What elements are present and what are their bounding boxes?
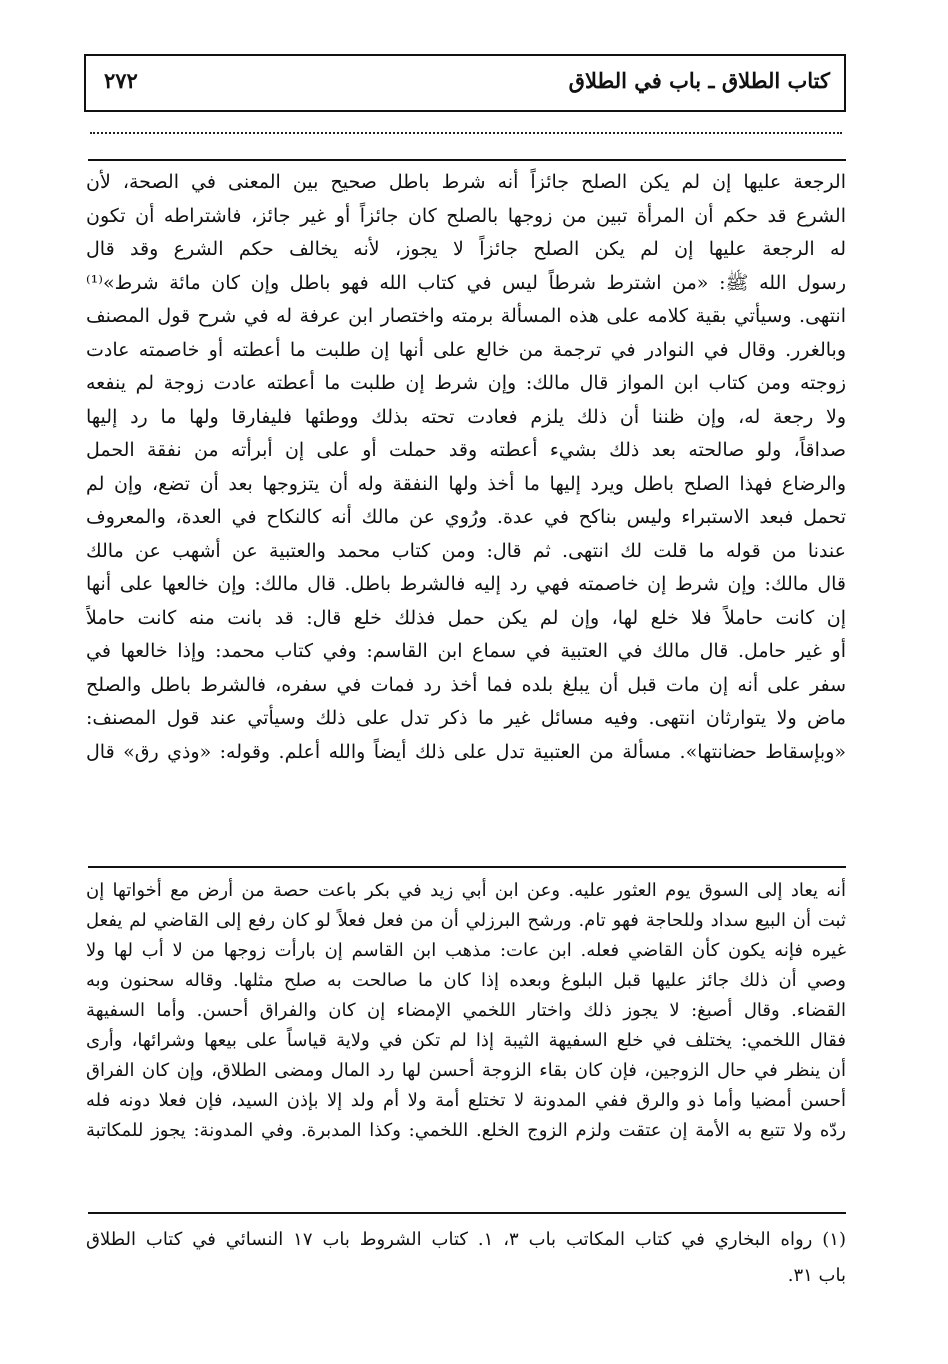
commentary-line: وصي أن ذلك جائز عليها قبل البلوغ وبعده إذا كان ما صالحت به صلح مثلها. وقاله سحنون وبه xyxy=(86,970,846,991)
main-text-line: أو غير حامل. قال مالك في العتبية في سماع ابن القاسم: وفي كتاب محمد: وإذا خالعها في xyxy=(86,640,846,662)
commentary-line: فقال اللخمي: يختلف في خلع السفيهة الثيبة إذا لم تكن في ولاية قياساً على بيعها وشرائها، وأرى xyxy=(86,1030,846,1051)
main-text-line: سفر على أنه إن مات قبل أن يبلغ بلده فما أخذ رد فمات في سفره، فالشرط باطل والصلح xyxy=(86,673,846,696)
main-text-line: «وبإسقاط حضانتها». مسألة من العتبية تدل على ذلك أيضاً والله أعلم. وقوله: «وذي رق» قال xyxy=(86,740,846,763)
main-text-line: والرضاع فهذا الصلح باطل ويرد إليها ما أخذ ولها النفقة وله أن يتزوجها بعد أن تضع، وإن لم xyxy=(86,472,846,495)
main-text-line: زوجته ومن كتاب ابن المواز قال مالك: وإن شرط إن طلبت ما أعطته عادت زوجة لم ينفعه xyxy=(86,372,846,394)
footnote-divider xyxy=(88,1212,846,1214)
main-text-line: وبالغرر. وقال في النوادر في ترجمة من خالع على أنها إن طلبت ما أعطته أو خاصمته عادت xyxy=(86,338,846,361)
main-text-line: عندنا من قوله ما قلت لك انتهى. ثم قال: ومن كتاب محمد والعتبية عن أشهب عن مالك xyxy=(86,539,846,562)
page-number: ٢٧٢ xyxy=(104,68,138,93)
main-text-line: الرجعة عليها إن لم يكن الصلح جائزاً أنه شرط باطل صحيح بين المعنى في الصحة، لأن xyxy=(86,171,846,193)
commentary-line: أنه يعاد إلى السوق يوم العثور عليه. وعن ابن أبي زيد في بكر باعت حصة من أرض مع أخواتها إن xyxy=(86,880,846,901)
commentary-line: القضاء. وقال أصبغ: لا يجوز ذلك واختار اللخمي الإمضاء إن كان والفراق أحسن. وأما السفيهة xyxy=(86,1000,846,1021)
running-header xyxy=(84,54,846,112)
dotted-divider xyxy=(90,132,842,134)
main-text-line: الشرع قد حكم أن المرأة تبين من زوجها بالصلح كان جائزاً أو غير جائز، فاشتراطه أن تكون xyxy=(86,204,846,227)
commentary-line: ثبت أن البيع سداد وللحاجة فهو تام. ورشح البرزلي أن من فعل فعلاً لو كان رفع إلى القاضي لم يفعل xyxy=(86,910,846,931)
commentary-line: غيره فإنه يكون كأن القاضي فعله. ابن عات: مذهب ابن القاسم إن بارأت زوجها من لا أب لها ولا xyxy=(86,940,846,961)
main-text-block xyxy=(86,166,846,769)
main-text-line: ولا رجعة له، وإن ظننا أن ذلك يلزم فعادت تحته بذلك ووطئها فليفارقا ولها ما رد إليها xyxy=(86,405,846,428)
commentary-line: ردّه ولا تتبع به الأمة إن عتقت ولزم الزوج الخلع. اللخمي: وكذا المدبرة. وفي المدونة: يجوز للمكاتبة xyxy=(86,1120,846,1141)
commentary-line: أحسن أمضيا وأما ذو والرق ففي المدونة لا تختلع أمة ولا أم ولد إلا بإذن السيد، فإن فعلا دونه فله xyxy=(86,1090,846,1111)
footnote-block xyxy=(86,1222,846,1294)
main-text-line: انتهى. وسيأتي بقية كلامه على هذه المسألة برمته واختصار ابن عرفة له في شرح قول المصنف xyxy=(86,305,846,327)
footnote-line: باب ٣١. xyxy=(787,1265,846,1286)
main-text-line: له الرجعة عليها إن لم يكن الصلح جائزاً لا يجوز، لأنه يخالف حكم الشرع وقد قال xyxy=(86,238,846,260)
main-text-top-rule xyxy=(88,159,846,161)
commentary-block xyxy=(86,876,846,1146)
main-text-line: قال مالك: وإن شرط إن خاصمته فهي رد إليه فالشرط باطل. قال مالك: وإن خالعها على أنها xyxy=(86,573,846,595)
footnote-line: (١) رواه البخاري في كتاب المكاتب باب ٣، ١. كتاب الشروط باب ١٧ النسائي في كتاب الطلاق xyxy=(86,1229,846,1250)
header-title: كتاب الطلاق ـ باب في الطلاق xyxy=(568,68,830,93)
main-text-line: تحمل فبعد الاستبراء وليس بناكح في عدة. ورُوي عن مالك أنه كالنكاح في العدة، والمعروف xyxy=(86,506,846,528)
main-text-line: رسول الله ﷺ: «من اشترط شرطاً ليس في كتاب الله فهو باطل وإن كان مائة شرط»⁽¹⁾ xyxy=(86,271,846,294)
commentary-line: أن ينظر في حال الزوجين، فإن كان بقاء الزوجة أحسن لها رد المال ومضى الطلاق، وإن كان الفراق xyxy=(86,1060,846,1081)
main-text-line: صداقاً، ولو صالحته بعد ذلك بشيء أعطته وقد حملت أو على إن أبرأته من نفقة الحمل xyxy=(86,439,846,461)
main-text-line: إن كانت حاملاً فلا خلع لها، وإن لم يكن حمل فذلك خلع قال: قد بانت منه كانت حاملاً xyxy=(86,606,846,629)
main-text-line: ماض ولا يتوارثان انتهى. وفيه مسائل غير ما ذكر تدل على ذلك وسيأتي عند قول المصنف: xyxy=(86,707,846,729)
commentary-divider xyxy=(88,866,846,868)
